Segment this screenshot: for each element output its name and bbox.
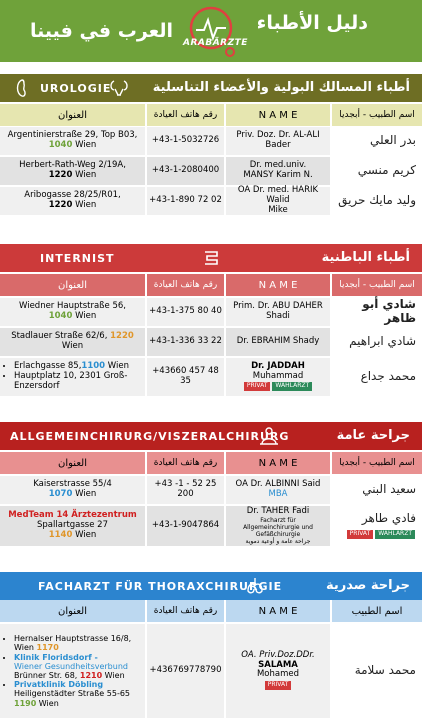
wahlarzt-badge: WAHLARZT (375, 530, 415, 539)
name-cell: OA Dr. ALBINNI Said MBA (226, 476, 330, 504)
phone-cell[interactable]: +43-1-336 33 22 (147, 328, 224, 356)
thorax-title-arabic: جراحة صدرية (325, 578, 410, 593)
address-cell: Aribogasse 28/25/R01, 1220 Wien (0, 187, 145, 215)
internist-title-arabic: أطباء الباطنية (321, 250, 410, 265)
col-phone: رقم هاتف العيادة (147, 274, 224, 296)
thorax-title-latin: FACHARZT FÜR THORAXCHIRURGIE (38, 580, 283, 593)
phone-cell[interactable]: +43-1-2080400 (147, 157, 224, 185)
col-name: N A M E (226, 104, 330, 126)
address-cell: Herbert-Rath-Weg 2/19A, 1220 Wien (0, 157, 145, 185)
col-address: العنوان (0, 274, 145, 296)
arabic-name-cell: محمد سلامة (354, 663, 416, 678)
brand-name: ARABÄRZTE (183, 38, 248, 48)
col-phone: رقم هاتف العيادة (147, 104, 224, 126)
section-thorax-title (0, 572, 422, 600)
address-cell: Wiedner Hauptstraße 56, 1040 Wien (0, 298, 145, 326)
col-address: العنوان (0, 600, 145, 622)
lungs-icon (244, 575, 266, 597)
address-cell: • Hernalser Hauptstrasse 16/8, Wien 1170 • Klinik Floridsdorf - Wiener Gesundheitsverbund Brünner Str. 68, 1210 Wien • Privatklinik Döbling Heiligenstädter Straße 55-65 1190 Wien (0, 624, 145, 718)
header-title-right: دليل الأطباء (256, 12, 368, 34)
name-cell: Prim. Dr. ABU DAHER Shadi (226, 298, 330, 326)
col-name: N A M E (226, 600, 330, 622)
address-cell: Argentinierstraße 29, Top B03, 1040 Wien (0, 127, 145, 155)
col-phone: رقم هاتف العيادة (147, 600, 224, 622)
col-name: N A M E (226, 452, 330, 474)
arabic-name-cell: وليد مايك حريق (338, 193, 416, 208)
surgery-title-latin: ALLGEMEINCHIRURG/VISZERALCHIRURG (10, 430, 290, 443)
name-cell: Dr. TAHER Fadi Facharzt für Allgemeinchirurgie und Gefäßchirurgie جراحة عامة و أوعية دموية (226, 506, 330, 546)
heart-stethoscope-icon (178, 4, 244, 60)
phone-cell[interactable]: +43-1-890 72 02 (147, 187, 224, 215)
private-badge: PRIVAT (347, 530, 374, 539)
arabic-name-cell: كريم منسي (357, 163, 416, 178)
col-phone: رقم هاتف العيادة (147, 452, 224, 474)
col-name-arabic: اسم الطبيب - أبجديا (332, 104, 422, 126)
address-cell: MedTeam 14 Ärztezentrum Spallartgasse 27 1140 Wien (0, 506, 145, 546)
col-address: العنوان (0, 452, 145, 474)
wahlarzt-badge: WAHLARZT (272, 382, 312, 391)
name-cell: Dr. JADDAH Muhammad PRIVAT WAHLARZT (226, 358, 330, 396)
arabic-name-cell: فادي طاهر PRIVAT WAHLARZT (332, 506, 416, 546)
surgeon-icon (258, 425, 280, 447)
internist-title-latin: INTERNIST (40, 252, 115, 265)
col-address: العنوان (0, 104, 145, 126)
urology-title-arabic: أطباء المسالك البولية والأعضاء التناسلية (152, 80, 410, 95)
col-name-arabic: اسم الطبيب (332, 600, 422, 622)
section-internist-title (0, 244, 422, 272)
intestine-icon (200, 247, 222, 269)
phone-cell[interactable]: +43-1-9047864 (147, 506, 224, 546)
phone-cell[interactable]: +43-1-375 80 40 (147, 298, 224, 326)
section-surgery-title (0, 422, 422, 450)
arabic-name-cell: بدر العلي (369, 133, 416, 148)
surgery-title-arabic: جراحة عامة (336, 428, 410, 443)
phone-cell[interactable]: +43660 457 48 35 (147, 358, 224, 396)
header-title-left: العرب في فيينا (30, 20, 174, 42)
private-badge: PRIVAT (265, 681, 292, 690)
phone-cell[interactable]: +43-1-5032726 (147, 127, 224, 155)
name-cell: Dr. med.univ. MANSY Karim N. (226, 157, 330, 185)
brand-logo (178, 4, 248, 60)
arabic-name-cell: شادي ابراهيم (349, 334, 416, 349)
name-cell: Priv. Doz. Dr. AL-ALI Bader (226, 127, 330, 155)
col-name-arabic: اسم الطبيب - أبجديا (332, 452, 422, 474)
kidney-icon (14, 77, 36, 99)
col-name: N A M E (226, 274, 330, 296)
address-cell: Stadlauer Straße 62/6, 1220 Wien (0, 328, 145, 356)
page-header (0, 0, 422, 62)
name-cell: OA Dr. med. HARIK Walid Mike (226, 187, 330, 215)
private-badge: PRIVAT (244, 382, 271, 391)
urology-title-latin: UROLOGIE (40, 82, 112, 95)
name-cell: OA. Priv.Doz.DDr. SALAMA Mohamed PRIVAT (226, 624, 330, 718)
arabic-name-cell: محمد جداع (360, 369, 416, 384)
zip-code: 1220 (110, 331, 134, 342)
phone-cell[interactable]: +436769778790 (147, 624, 224, 718)
urinary-system-icon (108, 77, 130, 99)
section-urology-title (0, 74, 422, 102)
name-cell: Dr. EBRAHIM Shady (226, 328, 330, 356)
col-name-arabic: اسم الطبيب - أبجديا (332, 274, 422, 296)
address-cell: • Erlachgasse 85,1100 Wien • Hauptplatz 10, 2301 Groß-Enzersdorf (0, 358, 145, 396)
phone-cell[interactable]: +43 -1 - 52 25 200 (147, 476, 224, 504)
address-cell: Kaiserstrasse 55/4 1070 Wien (0, 476, 145, 504)
arabic-name-cell: شادي أبو ظاهر (362, 297, 416, 325)
arabic-name-cell: سعيد البني (362, 482, 416, 497)
